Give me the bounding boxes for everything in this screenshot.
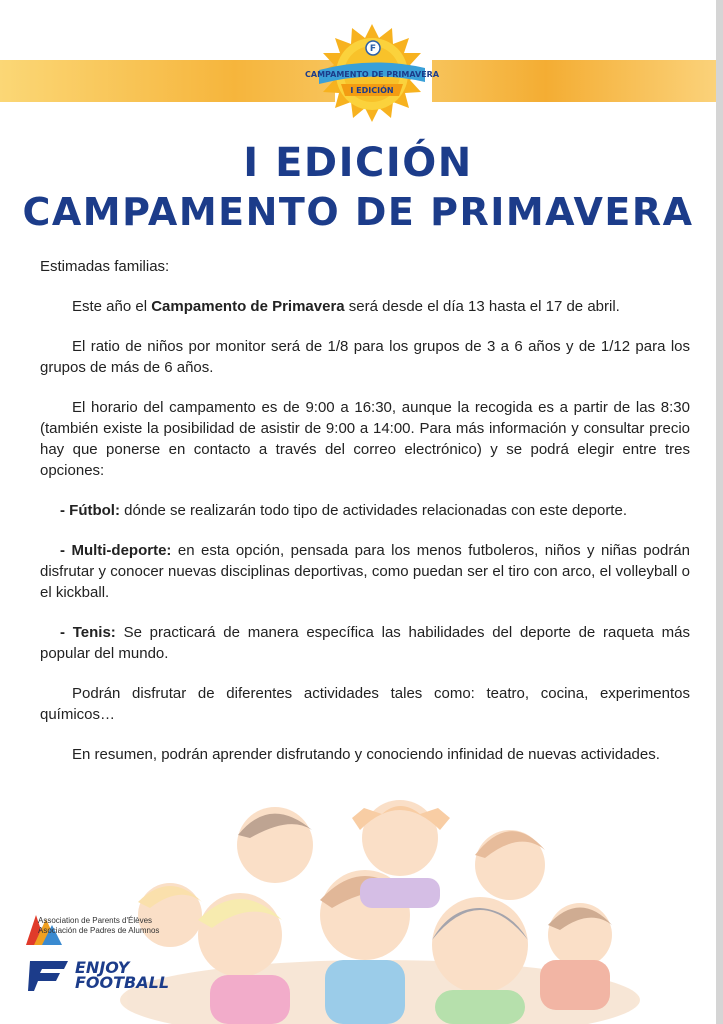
- option-multideporte-title: - Multi-deporte:: [60, 542, 172, 559]
- apa-association-text: [38, 916, 159, 936]
- option-futbol-text: dónde se realizarán todo tipo de actividades relacionadas con este deporte.: [119, 502, 627, 519]
- option-multideporte-text: en esta opción, pensada para los menos futboleros, niños y niñas podrán disfrutar y conocer nuevas disciplinas deportivas, como puedan ser el tiro con arco, el volleyball o el kickball.: [40, 542, 690, 601]
- page-scrollbar[interactable]: [716, 0, 723, 1024]
- greeting: Estimadas familias:: [40, 258, 170, 275]
- page-title-edition: I EDICIÓN: [243, 140, 473, 186]
- page-title-camp: CAMPAMENTO DE PRIMAVERA: [22, 190, 694, 234]
- paragraph-schedule: El horario del campamento es de 9:00 a 16:30, aunque la recogida es a partir de las 8:30 (también existe la posibilidad de asistir de 9:00 a 14:00. Para más información y consultar precio hay que ponerse en contacto a través del correo electrónico) y se podrá elegir entre tres opciones:: [40, 399, 690, 479]
- logo-text-line2: I EDICIÓN: [350, 86, 394, 95]
- logo-text-line1: CAMPAMENTO DE PRIMAVERA: [304, 70, 440, 79]
- option-tenis: [40, 622, 690, 664]
- enjoy-football-text: [75, 960, 169, 990]
- option-tenis-title: - Tenis:: [60, 624, 116, 641]
- apa-line1: Association de Parents d'Élèves: [38, 916, 153, 925]
- paragraph-dates-pre: Este año el: [72, 298, 152, 315]
- children-illustration: [120, 790, 640, 1024]
- paragraph-dates: [40, 296, 690, 317]
- svg-text:F: F: [369, 44, 377, 54]
- header-band-right: [432, 60, 716, 102]
- enjoy-line2: FOOTBALL: [75, 973, 170, 992]
- camp-name-bold: Campamento de Primavera: [151, 298, 345, 315]
- apa-line2: Asociación de Padres de Alumnos: [38, 926, 160, 935]
- letter-body: [40, 256, 690, 765]
- paragraph-dates-post: será desde el día 13 hasta el 17 de abril.: [344, 298, 620, 315]
- camp-sun-logo: [304, 22, 440, 128]
- option-tenis-text: Se practicará de manera específica las habilidades del deporte de raqueta más popular del mundo.: [40, 624, 690, 662]
- paragraph-summary: En resumen, podrán aprender disfrutando y conociendo infinidad de nuevas actividades.: [72, 746, 660, 763]
- option-futbol: [40, 500, 690, 521]
- option-futbol-title: - Fútbol:: [60, 502, 120, 519]
- paragraph-ratio: El ratio de niños por monitor será de 1/8 para los grupos de 3 a 6 años y de 1/12 para los grupos de más de 6 años.: [40, 338, 690, 376]
- enjoy-line1: ENJOY: [75, 958, 130, 977]
- option-multideporte: [40, 540, 690, 603]
- header-band-left: [0, 60, 335, 102]
- paragraph-activities: Podrán disfrutar de diferentes actividades tales como: teatro, cocina, experimentos químicos…: [40, 685, 690, 723]
